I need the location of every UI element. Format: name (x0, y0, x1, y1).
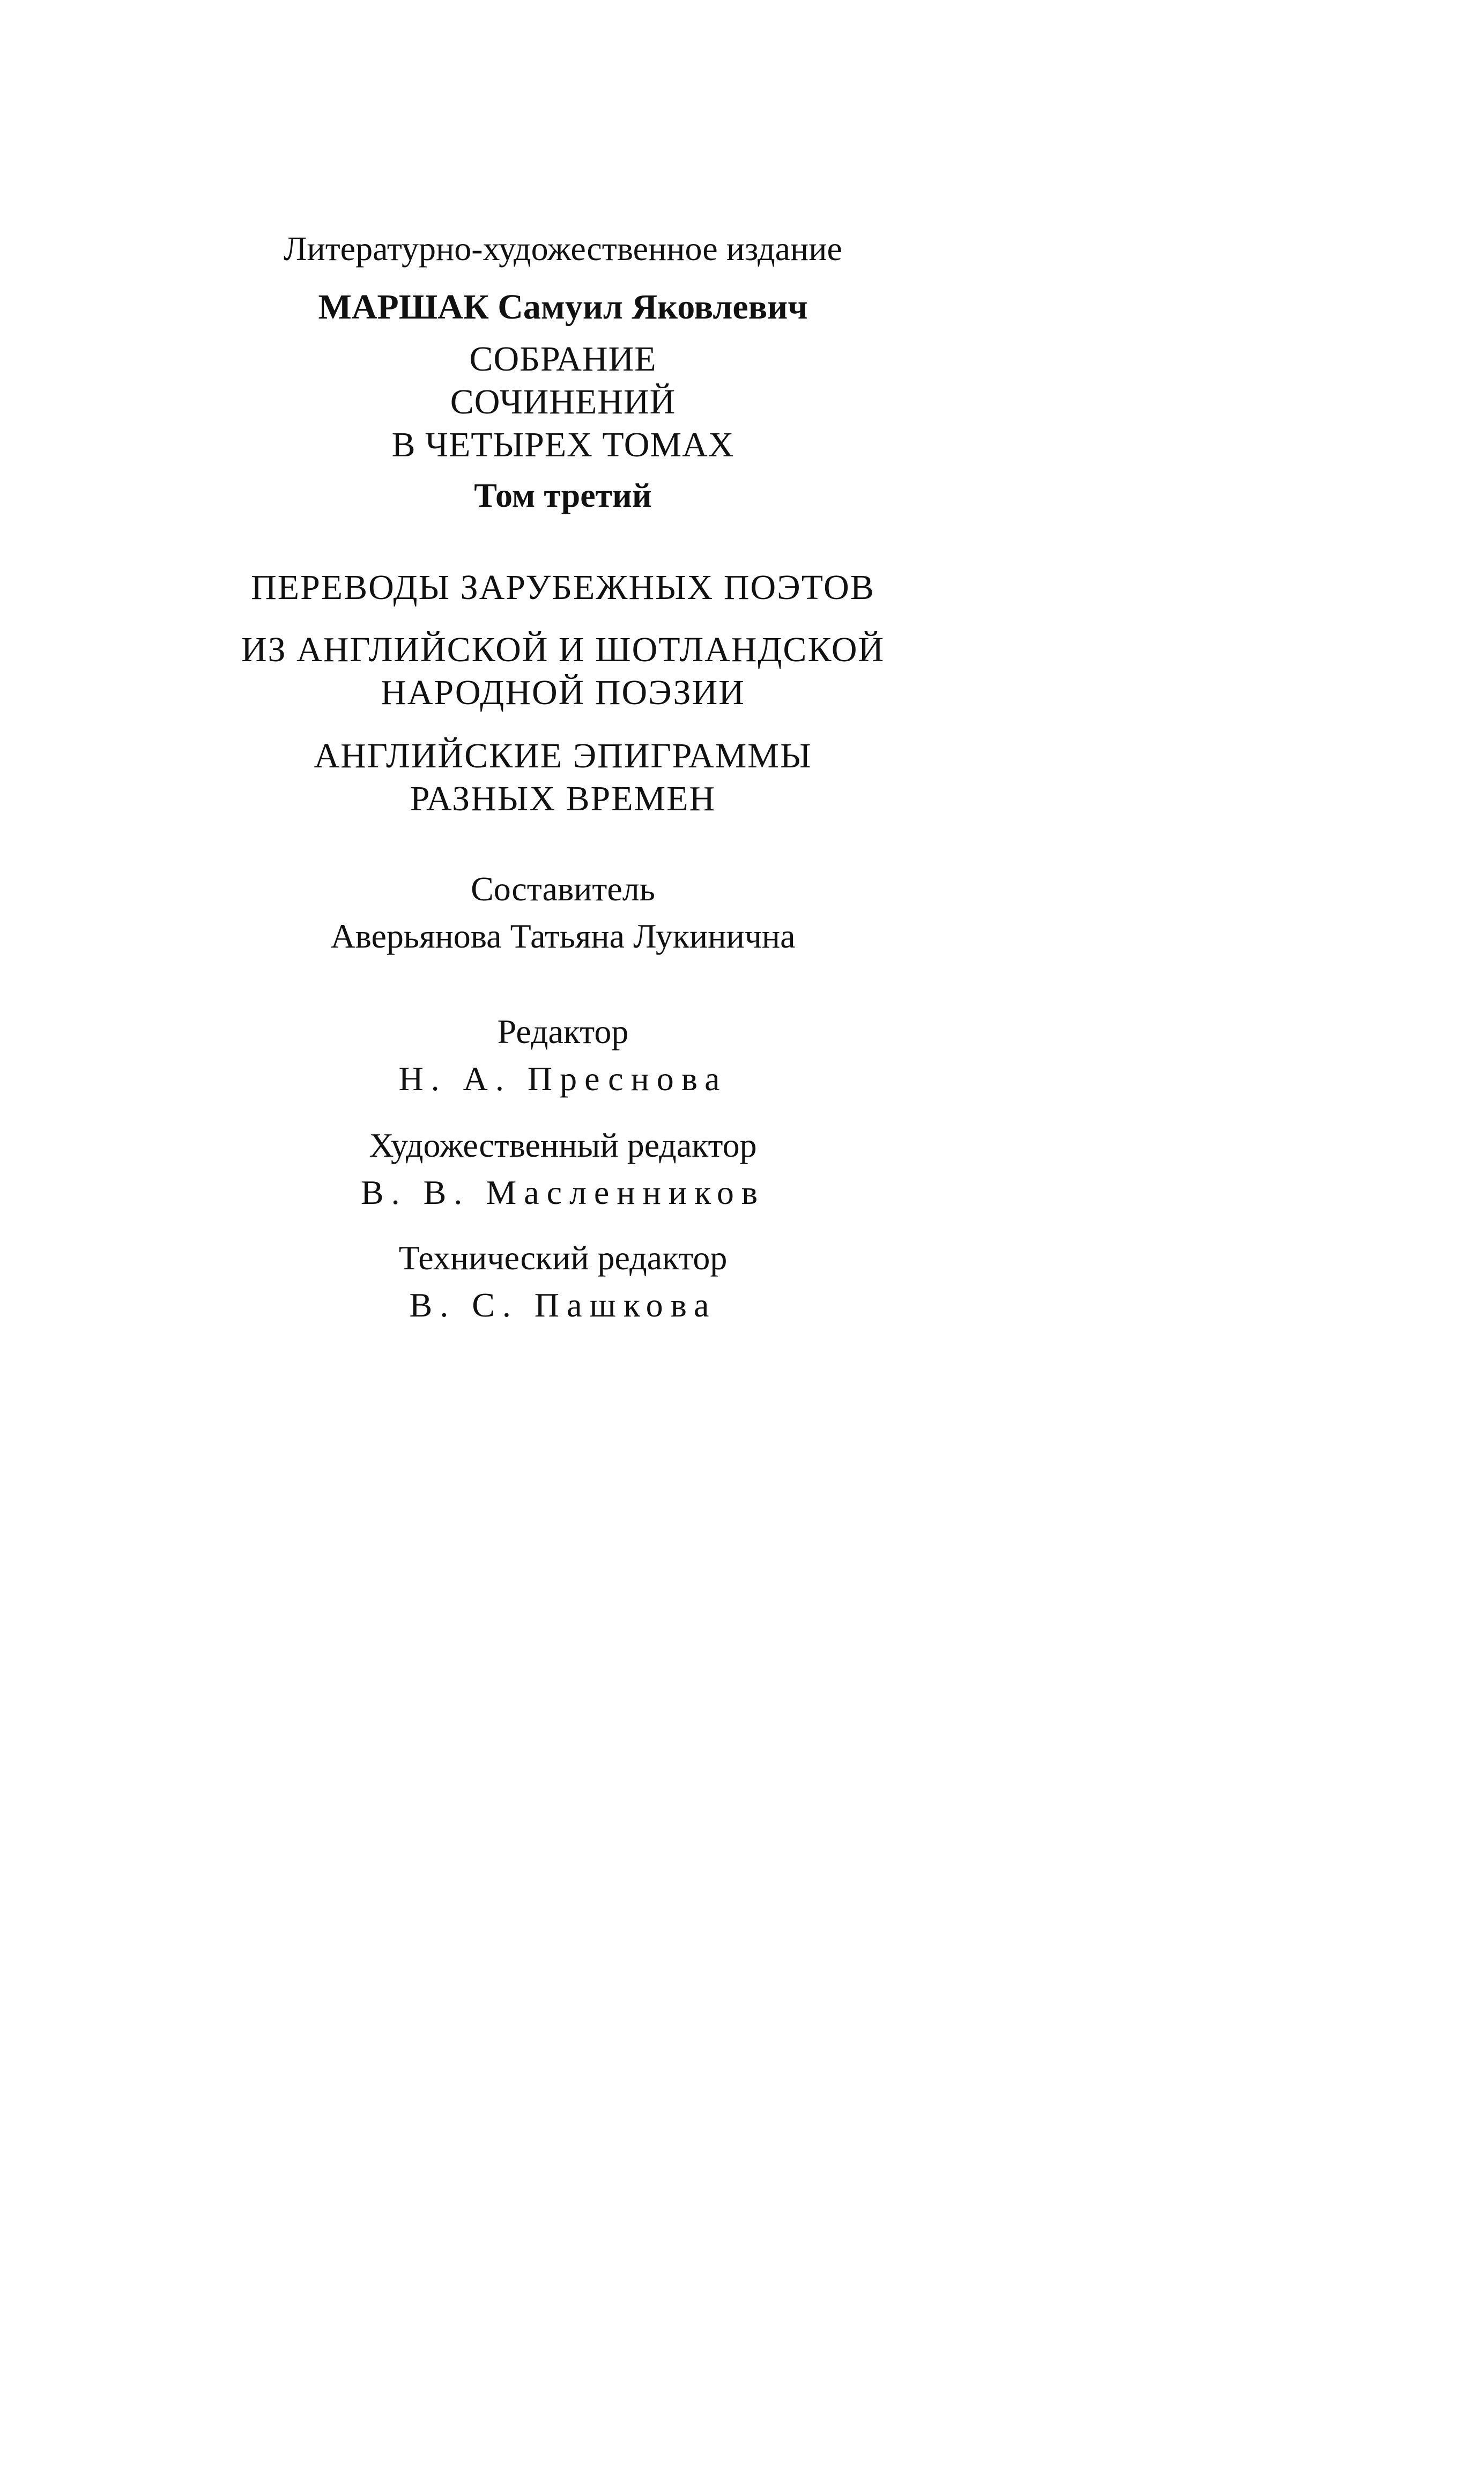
credit-name-text: В. С. Пашкова (409, 1286, 717, 1324)
section-title-folk-poetry (161, 628, 965, 714)
credit-name-text: Н. А. Преснова (398, 1060, 728, 1098)
section-title-line: АНГЛИЙСКИЕ ЭПИГРАММЫ (314, 736, 812, 775)
collection-title (161, 338, 965, 467)
author-text: МАРШАК Самуил Яковлевич (318, 287, 808, 327)
edition-type-text: Литературно-художественное издание (284, 230, 842, 268)
credit-role-text: Составитель (471, 870, 655, 908)
section-title-epigrams (161, 735, 965, 820)
edition-type (161, 225, 965, 272)
credit-role-text: Технический редактор (398, 1239, 728, 1277)
volume-title (161, 472, 965, 519)
editor-role (161, 1008, 965, 1055)
credit-name-text: В. В. Масленников (360, 1173, 766, 1211)
section-title-translations (161, 564, 965, 611)
credit-name-text: Аверьянова Татьяна Лукинична (330, 917, 796, 955)
collection-title-line: СОЧИНЕНИЙ (450, 382, 676, 421)
editor-name (161, 1055, 965, 1103)
collection-title-line: СОБРАНИЕ (469, 339, 657, 379)
author-name (161, 283, 965, 331)
art-editor-name (161, 1169, 965, 1216)
credit-role-text: Художественный редактор (369, 1126, 757, 1164)
volume-text: Том третий (474, 476, 652, 514)
section-title-line: НАРОДНОЙ ПОЭЗИИ (381, 673, 745, 712)
compiler-name (161, 913, 965, 960)
tech-editor-role (161, 1234, 965, 1282)
section-title-line: РАЗНЫХ ВРЕМЕН (410, 779, 716, 818)
section-title-line: ИЗ АНГЛИЙСКОЙ И ШОТЛАНДСКОЙ (241, 630, 885, 669)
art-editor-role (161, 1122, 965, 1169)
tech-editor-name (161, 1282, 965, 1329)
compiler-role (161, 866, 965, 913)
collection-title-line: В ЧЕТЫРЕХ ТОМАХ (391, 425, 734, 464)
credit-role-text: Редактор (497, 1012, 629, 1051)
section-title-line: ПЕРЕВОДЫ ЗАРУБЕЖНЫХ ПОЭТОВ (251, 568, 875, 607)
